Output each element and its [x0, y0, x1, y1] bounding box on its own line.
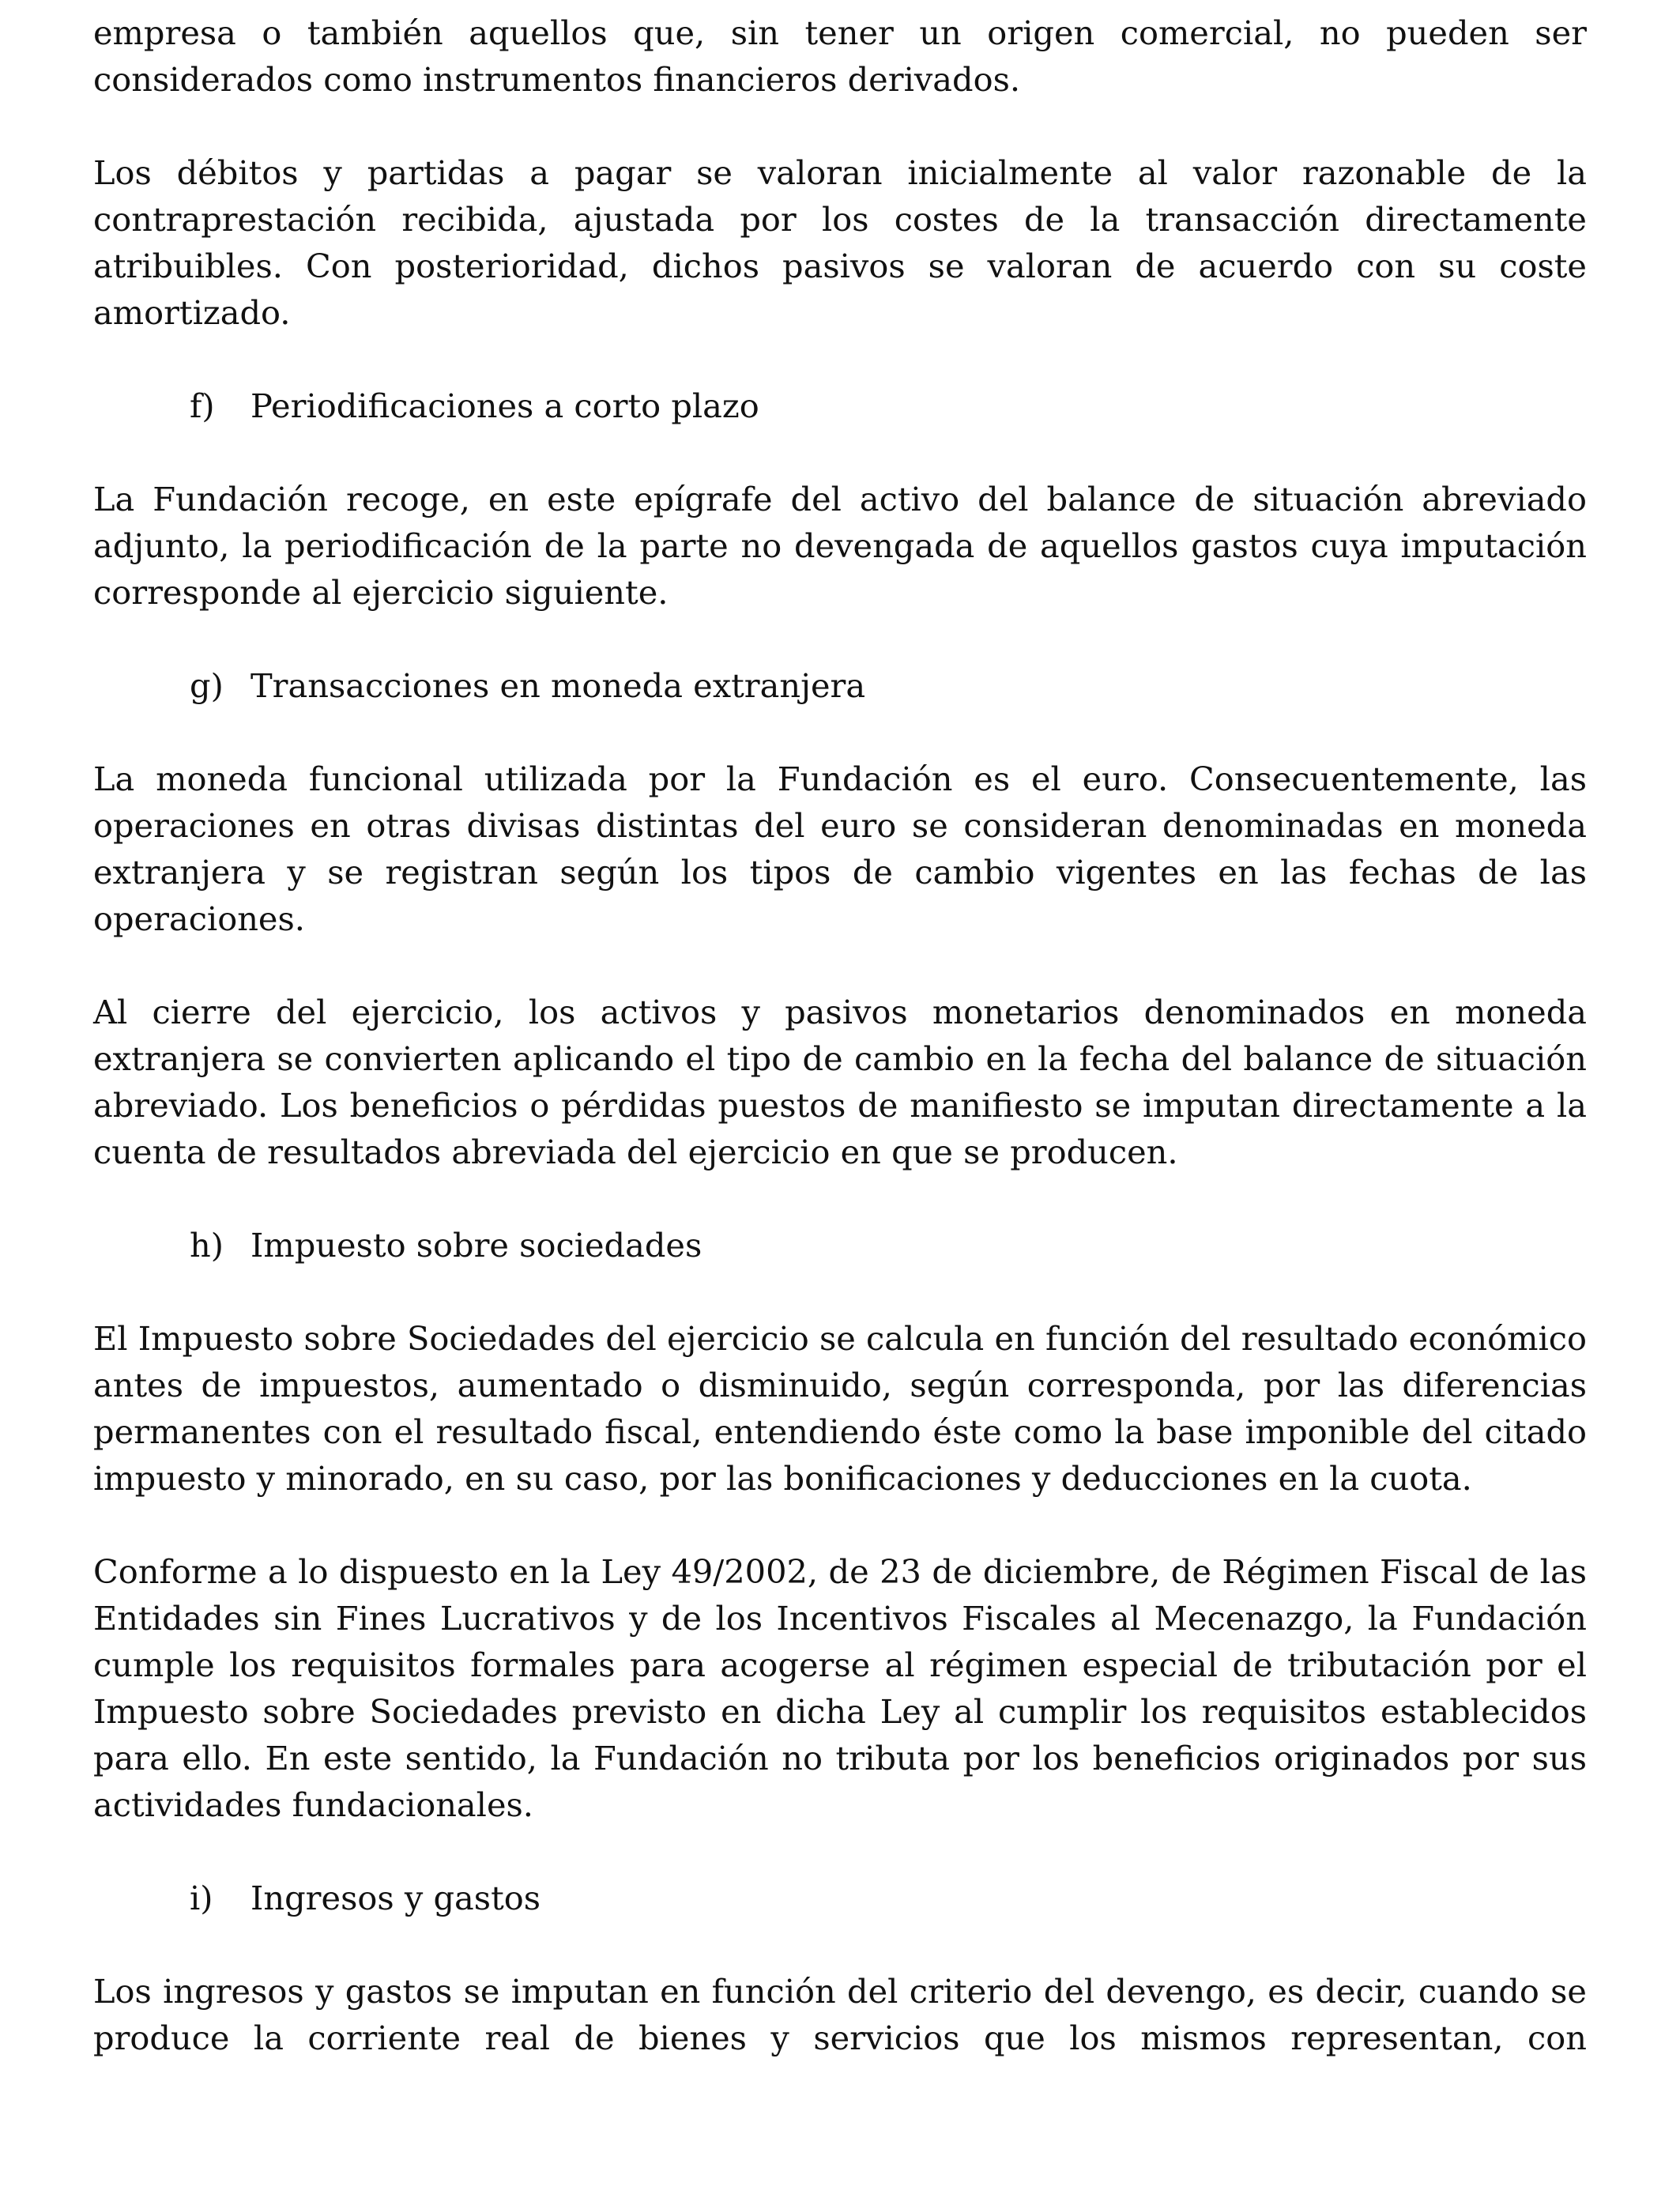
section-heading-g [93, 662, 1587, 709]
section-marker-g: g) [190, 666, 224, 705]
paragraph-moneda-funcional: La moneda funcional utilizada por la Fundación es el euro. Consecuentemente, las operaciones en otras divisas distintas del euro se consideran denominadas en moneda extranjera y se registran según los tipos de cambio vigentes en las fechas de las operaciones. [93, 760, 1587, 938]
section-marker-h: h) [190, 1226, 224, 1265]
section-title-ingresos-gastos: Ingresos y gastos [250, 1879, 541, 1917]
paragraph-ley-49-2002: Conforme a lo dispuesto en la Ley 49/2002, de 23 de diciembre, de Régimen Fiscal de las Entidades sin Fines Lucrativos y de los Incentivos Fiscales al Mecenazgo, la Fundación cumple los requisitos formales para acogerse al régimen especial de tributación por el Impuesto sobre Sociedades previsto en dicha Ley al cumplir los requisitos establecidos para ello. En este sentido, la Fundación no tributa por los beneficios originados por sus actividades fundacionales. [93, 1552, 1587, 1824]
section-marker-f: f) [190, 386, 215, 425]
section-heading-i [93, 1875, 1587, 1921]
section-heading-h [93, 1222, 1587, 1269]
section-title-impuesto: Impuesto sobre sociedades [250, 1226, 703, 1265]
paragraph-cierre-ejercicio: Al cierre del ejercicio, los activos y pasivos monetarios denominados en moneda extranjera se convierten aplicando el tipo de cambio en la fecha del balance de situación abreviado. Los beneficios o pérdidas puestos de manifiesto se imputan directamente a la cuenta de resultados abreviada del ejercicio en que se producen. [93, 993, 1587, 1171]
section-heading-f [93, 383, 1587, 429]
section-title-periodificaciones: Periodificaciones a corto plazo [250, 386, 759, 425]
section-title-transacciones: Transacciones en moneda extranjera [250, 666, 866, 705]
paragraph-ingresos-gastos: Los ingresos y gastos se imputan en función del criterio del devengo, es decir, cuando se produce la corriente real de bienes y servicios que los mismos representan, con [93, 1972, 1587, 2057]
paragraph-financial-instruments-end: empresa o también aquellos que, sin tener un origen comercial, no pueden ser considerados como instrumentos financieros derivados. [93, 13, 1587, 99]
paragraph-periodificaciones: La Fundación recoge, en este epígrafe del activo del balance de situación abreviado adjunto, la periodificación de la parte no devengada de aquellos gastos cuya imputación corresponde al ejercicio siguiente. [93, 480, 1587, 612]
document-page [93, 9, 1587, 2061]
section-marker-i: i) [190, 1879, 213, 1917]
paragraph-impuesto-calculo: El Impuesto sobre Sociedades del ejercicio se calcula en función del resultado económico antes de impuestos, aumentado o disminuido, según corresponda, por las diferencias permanentes con el resultado fiscal, entendiendo éste como la base imponible del citado impuesto y minorado, en su caso, por las bonificaciones y deducciones en la cuota. [93, 1319, 1587, 1498]
paragraph-debitos-partidas: Los débitos y partidas a pagar se valoran inicialmente al valor razonable de la contraprestación recibida, ajustada por los costes de la transacción directamente atribuibles. Con posterioridad, dichos pasivos se valoran de acuerdo con su coste amortizado. [93, 153, 1587, 332]
